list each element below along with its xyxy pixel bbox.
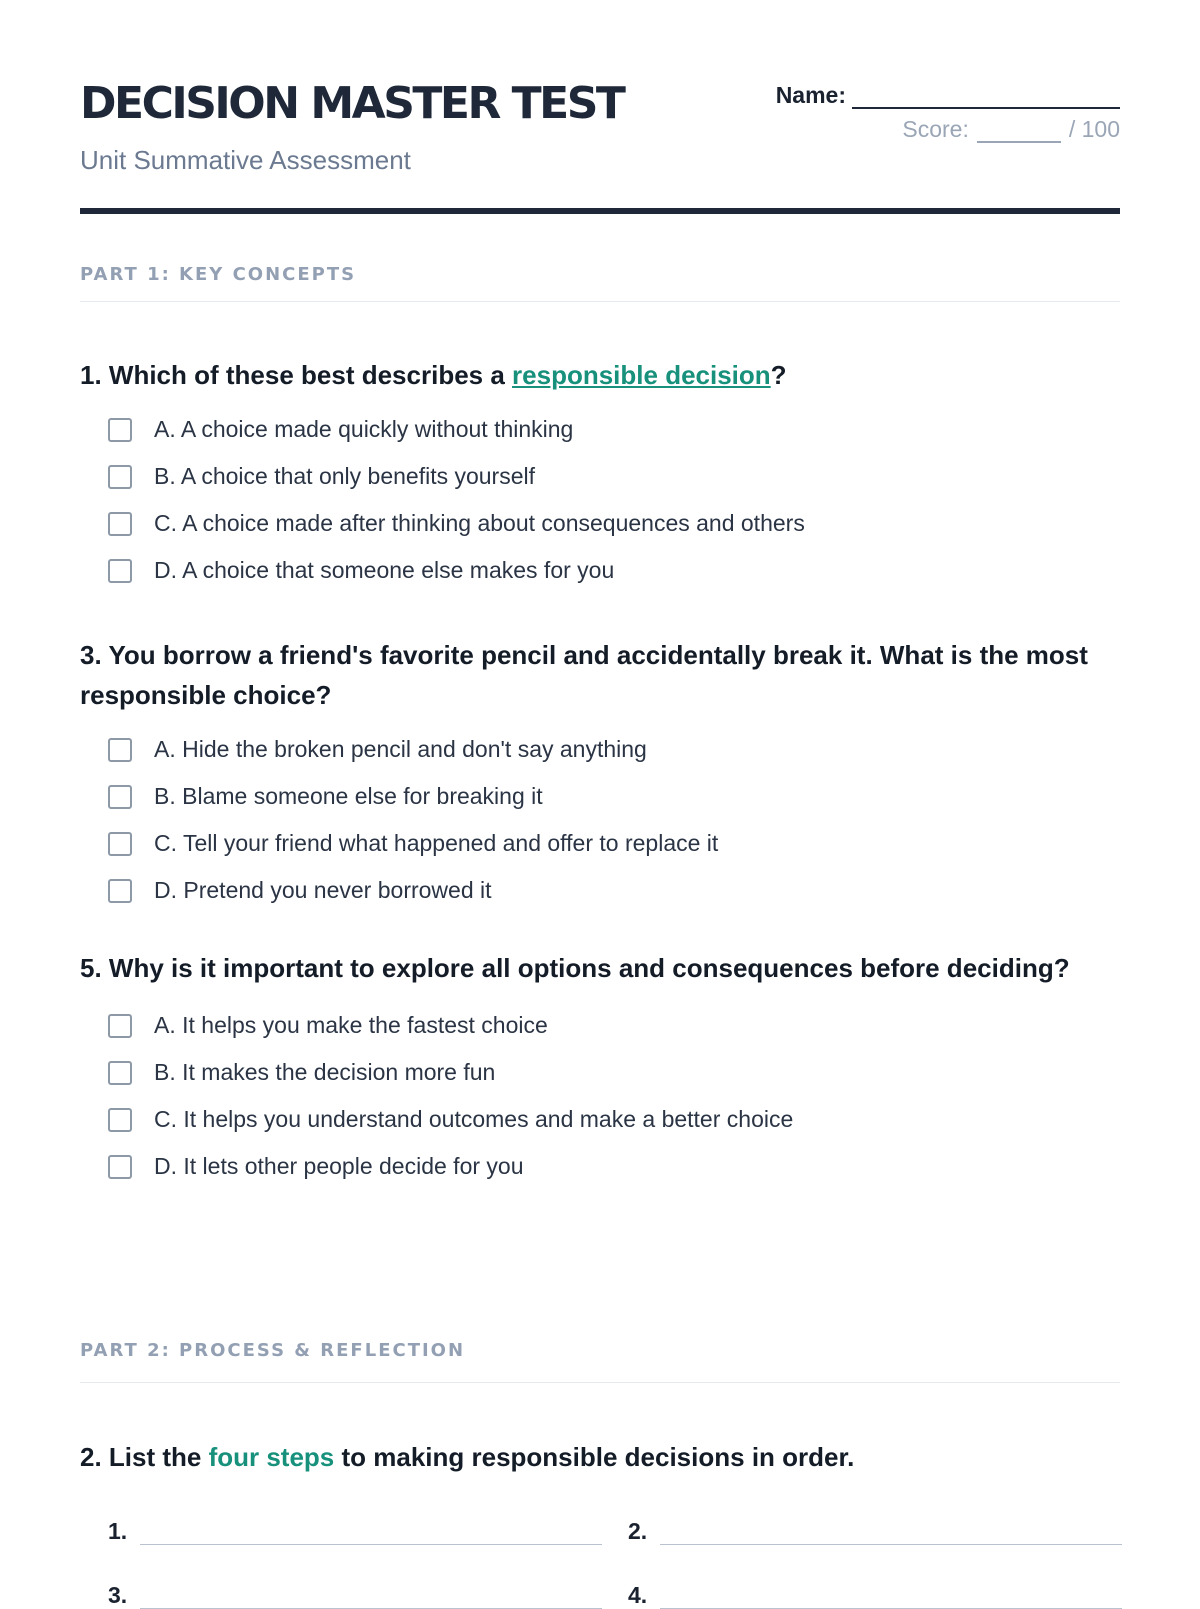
step-field-3 [108,1582,602,1609]
checkbox[interactable] [108,1014,132,1038]
answer-option[interactable] [108,406,805,453]
answer-option[interactable] [108,726,718,773]
question-3: 3. You borrow a friend's favorite pencil and accidentally break it. What is the most responsible choice? [80,640,1088,710]
step-number: 4. [628,1582,648,1608]
option-label: C. A choice made after thinking about consequences and others [154,510,805,536]
checkbox[interactable] [108,1108,132,1132]
checkbox[interactable] [108,832,132,856]
question-1 [80,355,1120,395]
score-blank[interactable] [977,121,1061,143]
answer-option[interactable] [108,547,805,594]
step-field-1 [108,1518,602,1545]
section-divider [80,301,1120,302]
answer-option[interactable] [108,453,805,500]
checkbox[interactable] [108,465,132,489]
name-field [776,82,1120,109]
step-number: 2. [628,1518,648,1544]
answer-option[interactable] [108,1002,793,1049]
answer-option[interactable] [108,867,718,914]
option-label: C. Tell your friend what happened and offer to replace it [154,830,719,856]
option-label: D. Pretend you never borrowed it [154,877,492,903]
checkbox[interactable] [108,1155,132,1179]
question-3-options [108,726,718,914]
option-label: A. Hide the broken pencil and don't say anything [154,736,647,762]
question-2 [80,1437,1120,1477]
checkbox[interactable] [108,1061,132,1085]
checkbox[interactable] [108,418,132,442]
key-term-link[interactable]: responsible decision [512,360,771,390]
score-field [902,116,1120,143]
answer-option[interactable] [108,820,718,867]
step-answer-line[interactable] [140,1586,602,1609]
question-1-options [108,406,805,594]
score-label: Score: [902,116,969,142]
step-answer-line[interactable] [660,1522,1122,1545]
option-label: B. Blame someone else for breaking it [154,783,543,809]
header-divider [80,208,1120,214]
question-2-prefix: 2. List the [80,1442,209,1472]
name-blank[interactable] [852,85,1120,109]
step-number: 1. [108,1518,128,1544]
step-answer-line[interactable] [140,1522,602,1545]
key-term: four steps [208,1442,335,1472]
checkbox[interactable] [108,512,132,536]
score-total: / 100 [1068,116,1120,142]
answer-option[interactable] [108,1049,793,1096]
checkbox[interactable] [108,879,132,903]
option-label: A. A choice made quickly without thinking [154,416,574,442]
section-title-part-2: PART 2: PROCESS & REFLECTION [80,1340,466,1361]
question-1-suffix: ? [770,360,787,390]
question-5-options [108,1002,793,1190]
section-title-part-1: PART 1: KEY CONCEPTS [80,264,357,285]
name-label: Name: [775,82,846,108]
answer-option[interactable] [108,773,718,820]
step-field-4 [628,1582,1122,1609]
option-label: A. It helps you make the fastest choice [154,1012,548,1038]
checkbox[interactable] [108,785,132,809]
step-number: 3. [108,1582,128,1608]
question-2-suffix: to making responsible decisions in order. [334,1442,855,1472]
option-label: D. It lets other people decide for you [154,1153,524,1179]
answer-option[interactable] [108,500,805,547]
question-1-prefix: 1. Which of these best describes a [80,360,513,390]
option-label: B. It makes the decision more fun [154,1059,496,1085]
page-title: DECISION MASTER TEST [80,78,624,129]
option-label: C. It helps you understand outcomes and make a better choice [154,1106,794,1132]
section-divider [80,1382,1120,1383]
answer-option[interactable] [108,1143,793,1190]
checkbox[interactable] [108,559,132,583]
page-subtitle: Unit Summative Assessment [80,145,411,175]
option-label: D. A choice that someone else makes for you [154,557,615,583]
checkbox[interactable] [108,738,132,762]
step-field-2 [628,1518,1122,1545]
step-answer-line[interactable] [660,1586,1122,1609]
question-5: 5. Why is it important to explore all options and consequences before deciding? [80,953,1070,983]
answer-option[interactable] [108,1096,793,1143]
option-label: B. A choice that only benefits yourself [154,463,536,489]
